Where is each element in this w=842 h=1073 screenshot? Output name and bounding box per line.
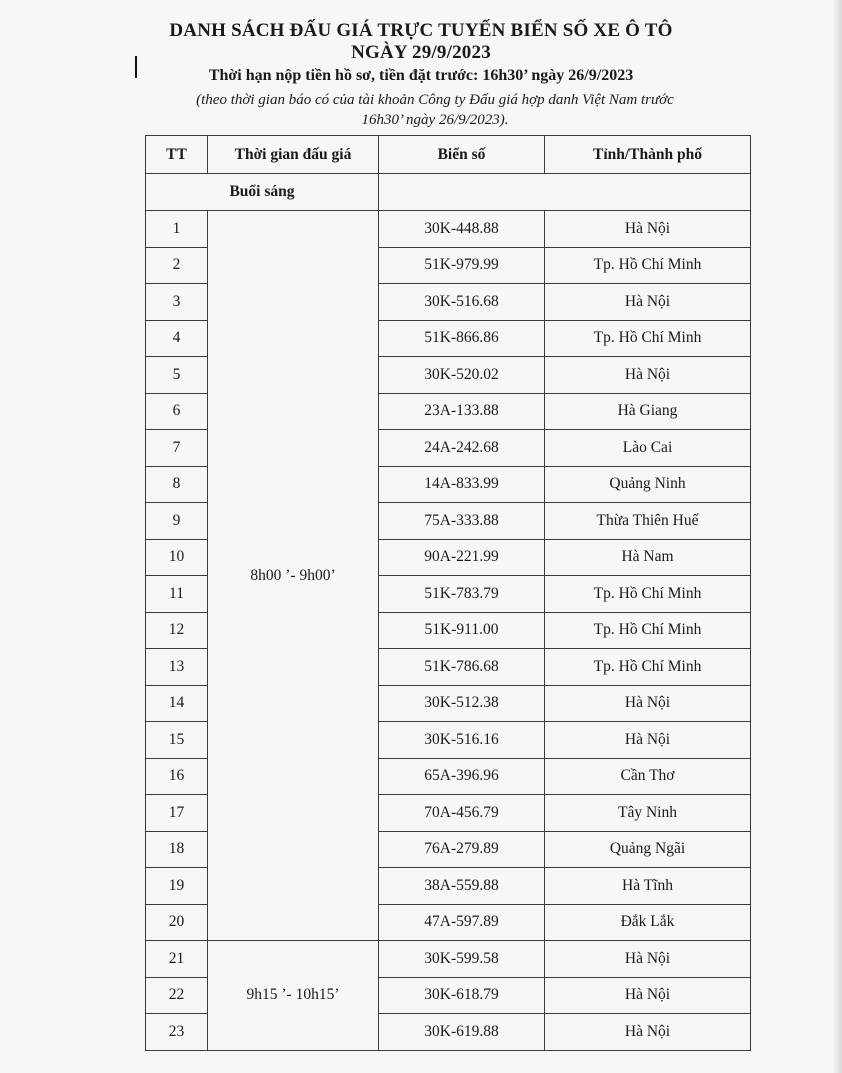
- cell-plate: 30K-512.38: [379, 685, 545, 722]
- cell-plate: 30K-516.16: [379, 722, 545, 759]
- cell-tt: 15: [146, 722, 208, 759]
- cell-plate: 51K-979.99: [379, 247, 545, 284]
- cell-province: Lào Cai: [545, 430, 751, 467]
- session-label: Buổi sáng: [146, 174, 379, 211]
- cell-plate: 70A-456.79: [379, 795, 545, 832]
- column-header-tt: TT: [146, 136, 208, 174]
- cell-province: Tp. Hồ Chí Minh: [545, 576, 751, 613]
- column-header-province: Tỉnh/Thành phố: [545, 136, 751, 174]
- cell-tt: 13: [146, 649, 208, 686]
- cell-province: Hà Nam: [545, 539, 751, 576]
- cell-tt: 19: [146, 868, 208, 905]
- cell-plate: 30K-599.58: [379, 941, 545, 978]
- cell-tt: 1: [146, 211, 208, 248]
- cell-time-slot: 8h00 ’- 9h00’: [208, 211, 379, 941]
- session-row: [146, 174, 751, 211]
- cell-province: Hà Nội: [545, 284, 751, 321]
- deadline-text: Thời hạn nộp tiền hồ sơ, tiền đặt trước: 16h30’ ngày 26/9/2023: [208, 67, 634, 84]
- cell-plate: 14A-833.99: [379, 466, 545, 503]
- cell-province: Quảng Ngãi: [545, 831, 751, 868]
- cell-tt: 2: [146, 247, 208, 284]
- cell-province: Hà Tĩnh: [545, 868, 751, 905]
- auction-table: [145, 135, 751, 1051]
- cell-tt: 3: [146, 284, 208, 321]
- cell-tt: 17: [146, 795, 208, 832]
- cell-plate: 51K-786.68: [379, 649, 545, 686]
- cell-province: Hà Nội: [545, 211, 751, 248]
- page-edge-shadow: [832, 0, 842, 1073]
- cell-tt: 21: [146, 941, 208, 978]
- cell-tt: 14: [146, 685, 208, 722]
- cell-plate: 47A-597.89: [379, 904, 545, 941]
- cell-plate: 30K-516.68: [379, 284, 545, 321]
- cell-plate: 90A-221.99: [379, 539, 545, 576]
- table-header-row: [146, 136, 751, 174]
- cell-province: Hà Nội: [545, 977, 751, 1014]
- cell-province: Hà Nội: [545, 1014, 751, 1051]
- table-row: [146, 941, 751, 978]
- cell-tt: 5: [146, 357, 208, 394]
- cell-plate: 76A-279.89: [379, 831, 545, 868]
- cell-province: Quảng Ninh: [545, 466, 751, 503]
- title-line-1: DANH SÁCH ĐẤU GIÁ TRỰC TUYẾN BIỂN SỐ XE Ô TÔ: [169, 20, 673, 41]
- column-header-plate: Biển số: [379, 136, 545, 174]
- cell-tt: 10: [146, 539, 208, 576]
- session-spacer: [379, 174, 751, 211]
- cell-tt: 20: [146, 904, 208, 941]
- cell-province: Thừa Thiên Huế: [545, 503, 751, 540]
- table-body: [146, 174, 751, 1051]
- cell-plate: 75A-333.88: [379, 503, 545, 540]
- cell-province: Hà Nội: [545, 722, 751, 759]
- cell-province: Hà Nội: [545, 685, 751, 722]
- cell-plate: 65A-396.96: [379, 758, 545, 795]
- cell-province: Tp. Hồ Chí Minh: [545, 612, 751, 649]
- cell-province: Đắk Lắk: [545, 904, 751, 941]
- cell-tt: 4: [146, 320, 208, 357]
- cell-plate: 30K-619.88: [379, 1014, 545, 1051]
- cell-tt: 9: [146, 503, 208, 540]
- column-header-time: Thời gian đấu giá: [208, 136, 379, 174]
- cell-plate: 51K-911.00: [379, 612, 545, 649]
- cell-province: Cần Thơ: [545, 758, 751, 795]
- cell-plate: 30K-448.88: [379, 211, 545, 248]
- cell-tt: 7: [146, 430, 208, 467]
- cell-plate: 30K-520.02: [379, 357, 545, 394]
- cell-time-slot: 9h15 ’- 10h15’: [208, 941, 379, 1051]
- cell-plate: 30K-618.79: [379, 977, 545, 1014]
- cell-province: Tp. Hồ Chí Minh: [545, 649, 751, 686]
- cell-plate: 24A-242.68: [379, 430, 545, 467]
- cell-tt: 12: [146, 612, 208, 649]
- note-line-2: 16h30’ ngày 26/9/2023).: [361, 112, 509, 128]
- cell-province: Hà Giang: [545, 393, 751, 430]
- table-row: [146, 211, 751, 248]
- cell-province: Hà Nội: [545, 357, 751, 394]
- cell-plate: 23A-133.88: [379, 393, 545, 430]
- cell-tt: 6: [146, 393, 208, 430]
- cell-tt: 11: [146, 576, 208, 613]
- document-title: [0, 20, 842, 64]
- note-line-1: (theo thời gian báo có của tài khoản Công ty Đấu giá hợp danh Việt Nam trước: [196, 92, 674, 108]
- cell-tt: 23: [146, 1014, 208, 1051]
- cell-tt: 22: [146, 977, 208, 1014]
- deadline-note: [110, 90, 760, 130]
- cell-province: Tp. Hồ Chí Minh: [545, 320, 751, 357]
- cell-tt: 8: [146, 466, 208, 503]
- title-line-2: NGÀY 29/9/2023: [351, 42, 491, 63]
- cell-tt: 18: [146, 831, 208, 868]
- cell-plate: 51K-783.79: [379, 576, 545, 613]
- cell-province: Tp. Hồ Chí Minh: [545, 247, 751, 284]
- cell-province: Tây Ninh: [545, 795, 751, 832]
- cell-tt: 16: [146, 758, 208, 795]
- cell-plate: 38A-559.88: [379, 868, 545, 905]
- cell-province: Hà Nội: [545, 941, 751, 978]
- cell-plate: 51K-866.86: [379, 320, 545, 357]
